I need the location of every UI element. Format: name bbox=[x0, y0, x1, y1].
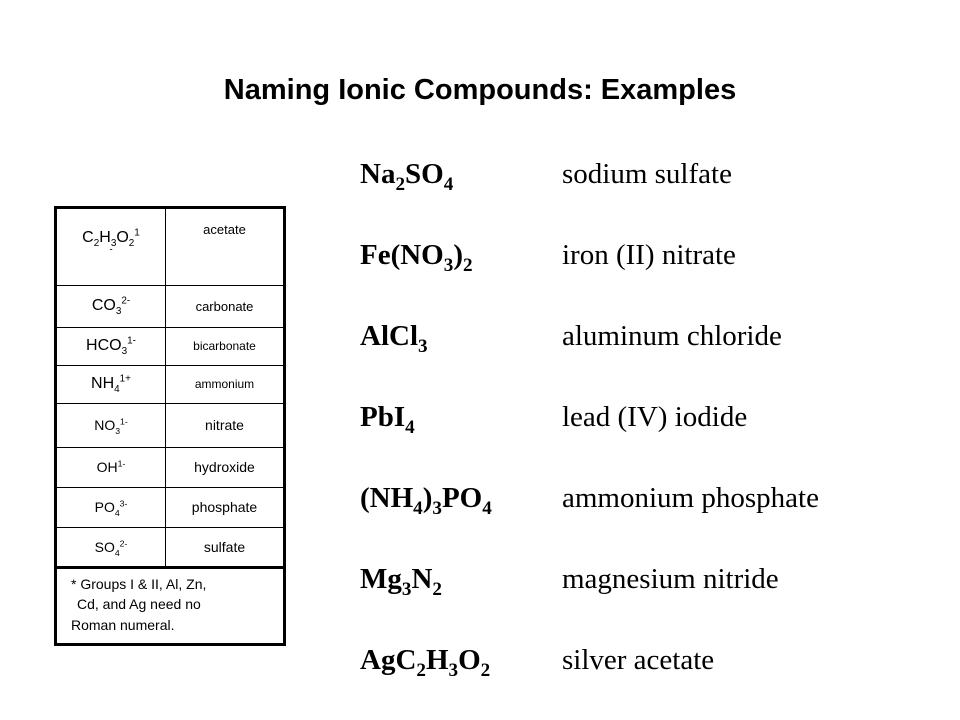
compound-formula: $Fe(NO_3)_2$ bbox=[360, 239, 473, 276]
compound-examples-list bbox=[360, 148, 920, 715]
ion-formula: $OH^{1-}$ bbox=[56, 448, 166, 488]
compound-formula: $(NH_4)_3PO_4$ bbox=[360, 482, 492, 519]
ion-name: ammonium bbox=[166, 366, 285, 404]
ion-row-hydroxide bbox=[56, 448, 285, 488]
compound-name: aluminum chloride bbox=[562, 320, 782, 352]
roman-numeral-note-row bbox=[56, 568, 285, 645]
compound-formula: $Na_2SO_4$ bbox=[360, 158, 454, 195]
compound-formula: PbI$_4$ bbox=[360, 401, 415, 438]
compound-formula: $AgC_2H_3O_2$ bbox=[360, 644, 491, 681]
example-row bbox=[360, 148, 920, 229]
ion-name: carbonate bbox=[166, 286, 285, 328]
ion-row-nitrate bbox=[56, 404, 285, 448]
ion-formula: $PO_4^{3-}$ bbox=[56, 488, 166, 528]
ion-name: phosphate bbox=[166, 488, 285, 528]
example-row bbox=[360, 391, 920, 472]
roman-numeral-note: * Groups I & II, Al, Zn, Cd, and Ag need no Roman numeral. bbox=[56, 568, 285, 645]
ion-row-acetate bbox=[56, 208, 285, 286]
example-row bbox=[360, 472, 920, 553]
compound-name: ammonium phosphate bbox=[562, 482, 819, 514]
example-row bbox=[360, 310, 920, 391]
ion-formula: $NO_3^{1-}$ bbox=[56, 404, 166, 448]
compound-formula: $Mg_3N_2$ bbox=[360, 563, 442, 600]
compound-name: magnesium nitride bbox=[562, 563, 779, 595]
polyatomic-ion-table bbox=[54, 206, 286, 646]
example-row bbox=[360, 229, 920, 310]
ion-name: sulfate bbox=[166, 528, 285, 568]
compound-formula: AlCl$_3$ bbox=[360, 320, 428, 357]
ion-name: acetate bbox=[166, 208, 285, 286]
compound-name: iron (II) nitrate bbox=[562, 239, 736, 271]
ion-name: bicarbonate bbox=[166, 328, 285, 366]
ion-name: hydroxide bbox=[166, 448, 285, 488]
ion-formula: $HCO_3^{1-}$ bbox=[56, 328, 166, 366]
ion-formula: $SO_4^{2-}$ bbox=[56, 528, 166, 568]
example-row bbox=[360, 634, 920, 715]
ion-row-carbonate bbox=[56, 286, 285, 328]
example-row bbox=[360, 553, 920, 634]
slide-title: Naming Ionic Compounds: Examples bbox=[223, 74, 737, 106]
ion-formula: $C_2H_3O_2^1$ - bbox=[56, 208, 166, 286]
ion-row-bicarbonate bbox=[56, 328, 285, 366]
ion-row-phosphate bbox=[56, 488, 285, 528]
compound-name: sodium sulfate bbox=[562, 158, 732, 190]
ion-name: nitrate bbox=[166, 404, 285, 448]
ion-row-ammonium bbox=[56, 366, 285, 404]
ion-formula: $NH_4^{1+}$ bbox=[56, 366, 166, 404]
compound-name: silver acetate bbox=[562, 644, 715, 676]
ion-row-sulfate bbox=[56, 528, 285, 568]
ion-formula: $CO_3^{2-}$ bbox=[56, 286, 166, 328]
compound-name: lead (IV) iodide bbox=[562, 401, 748, 433]
